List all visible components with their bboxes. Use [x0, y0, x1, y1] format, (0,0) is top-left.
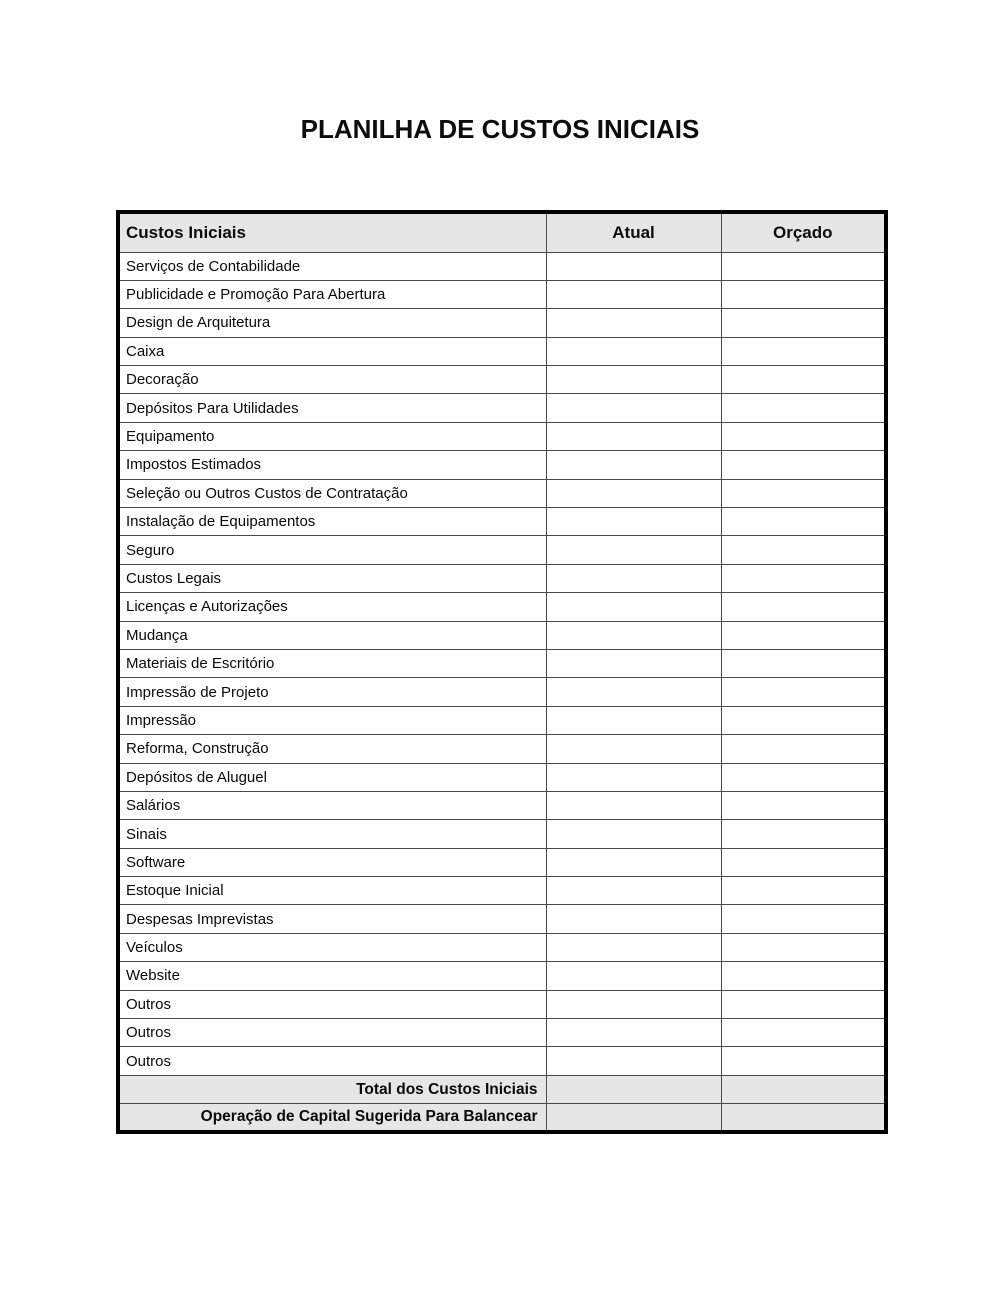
atual-cell: [546, 763, 721, 791]
orcado-cell: [721, 735, 886, 763]
table-row: [118, 366, 886, 394]
atual-cell: [546, 990, 721, 1018]
table-row: [118, 678, 886, 706]
orcado-cell: [721, 252, 886, 280]
row-label: Impressão: [118, 706, 546, 734]
atual-cell: [546, 280, 721, 308]
orcado-cell: [721, 990, 886, 1018]
atual-cell: [546, 1019, 721, 1047]
atual-cell: [546, 479, 721, 507]
atual-cell: [546, 933, 721, 961]
atual-cell: [546, 1104, 721, 1132]
atual-cell: [546, 394, 721, 422]
atual-cell: [546, 337, 721, 365]
atual-cell: [546, 451, 721, 479]
row-label: Instalação de Equipamentos: [118, 508, 546, 536]
table-row: [118, 422, 886, 450]
table-header-row: [118, 212, 886, 252]
row-label: Equipamento: [118, 422, 546, 450]
orcado-cell: [721, 763, 886, 791]
atual-cell: [546, 422, 721, 450]
row-label: Caixa: [118, 337, 546, 365]
row-label: Impressão de Projeto: [118, 678, 546, 706]
table-row: [118, 877, 886, 905]
column-header-orcado: Orçado: [721, 212, 886, 252]
table-row: [118, 252, 886, 280]
orcado-cell: [721, 337, 886, 365]
row-label: Depósitos Para Utilidades: [118, 394, 546, 422]
table-footer-row: [118, 1104, 886, 1132]
table-row: [118, 508, 886, 536]
row-label: Veículos: [118, 933, 546, 961]
table-row: [118, 394, 886, 422]
table-row: [118, 593, 886, 621]
orcado-cell: [721, 593, 886, 621]
row-label: Outros: [118, 990, 546, 1018]
atual-cell: [546, 735, 721, 763]
row-label: Sinais: [118, 820, 546, 848]
row-label: Serviços de Contabilidade: [118, 252, 546, 280]
orcado-cell: [721, 564, 886, 592]
row-label: Outros: [118, 1019, 546, 1047]
table-row: [118, 1047, 886, 1075]
orcado-cell: [721, 479, 886, 507]
table-row: [118, 1019, 886, 1047]
footer-row-label: Operação de Capital Sugerida Para Balancear: [118, 1104, 546, 1132]
column-header-atual: Atual: [546, 212, 721, 252]
column-header-custos-iniciais: Custos Iniciais: [118, 212, 546, 252]
orcado-cell: [721, 1019, 886, 1047]
table-row: [118, 763, 886, 791]
table-row: [118, 621, 886, 649]
orcado-cell: [721, 280, 886, 308]
atual-cell: [546, 706, 721, 734]
orcado-cell: [721, 649, 886, 677]
atual-cell: [546, 309, 721, 337]
row-label: Seleção ou Outros Custos de Contratação: [118, 479, 546, 507]
orcado-cell: [721, 820, 886, 848]
row-label: Licenças e Autorizações: [118, 593, 546, 621]
row-label: Mudança: [118, 621, 546, 649]
atual-cell: [546, 593, 721, 621]
table-row: [118, 933, 886, 961]
orcado-cell: [721, 1104, 886, 1132]
atual-cell: [546, 820, 721, 848]
table-row: [118, 337, 886, 365]
orcado-cell: [721, 422, 886, 450]
row-label: Seguro: [118, 536, 546, 564]
orcado-cell: [721, 905, 886, 933]
row-label: Despesas Imprevistas: [118, 905, 546, 933]
row-label: Salários: [118, 791, 546, 819]
row-label: Custos Legais: [118, 564, 546, 592]
orcado-cell: [721, 877, 886, 905]
orcado-cell: [721, 1075, 886, 1103]
table-row: [118, 479, 886, 507]
table-row: [118, 820, 886, 848]
orcado-cell: [721, 508, 886, 536]
startup-costs-table: [116, 210, 888, 1134]
atual-cell: [546, 621, 721, 649]
atual-cell: [546, 962, 721, 990]
row-label: Website: [118, 962, 546, 990]
table-row: [118, 649, 886, 677]
row-label: Outros: [118, 1047, 546, 1075]
row-label: Impostos Estimados: [118, 451, 546, 479]
atual-cell: [546, 1047, 721, 1075]
atual-cell: [546, 536, 721, 564]
row-label: Publicidade e Promoção Para Abertura: [118, 280, 546, 308]
atual-cell: [546, 366, 721, 394]
row-label: Software: [118, 848, 546, 876]
table-row: [118, 905, 886, 933]
orcado-cell: [721, 706, 886, 734]
table-row: [118, 791, 886, 819]
table-row: [118, 848, 886, 876]
atual-cell: [546, 678, 721, 706]
atual-cell: [546, 848, 721, 876]
atual-cell: [546, 791, 721, 819]
orcado-cell: [721, 962, 886, 990]
page-title: PLANILHA DE CUSTOS INICIAIS: [300, 114, 700, 144]
atual-cell: [546, 564, 721, 592]
table-row: [118, 280, 886, 308]
row-label: Materiais de Escritório: [118, 649, 546, 677]
orcado-cell: [721, 394, 886, 422]
atual-cell: [546, 649, 721, 677]
row-label: Depósitos de Aluguel: [118, 763, 546, 791]
row-label: Reforma, Construção: [118, 735, 546, 763]
table-row: [118, 990, 886, 1018]
orcado-cell: [721, 933, 886, 961]
table-row: [118, 962, 886, 990]
table-row: [118, 706, 886, 734]
row-label: Estoque Inicial: [118, 877, 546, 905]
row-label: Design de Arquitetura: [118, 309, 546, 337]
row-label: Decoração: [118, 366, 546, 394]
atual-cell: [546, 508, 721, 536]
orcado-cell: [721, 621, 886, 649]
atual-cell: [546, 1075, 721, 1103]
orcado-cell: [721, 791, 886, 819]
orcado-cell: [721, 536, 886, 564]
table-row: [118, 735, 886, 763]
orcado-cell: [721, 366, 886, 394]
table-row: [118, 309, 886, 337]
orcado-cell: [721, 309, 886, 337]
orcado-cell: [721, 451, 886, 479]
orcado-cell: [721, 848, 886, 876]
footer-row-label: Total dos Custos Iniciais: [118, 1075, 546, 1103]
orcado-cell: [721, 678, 886, 706]
orcado-cell: [721, 1047, 886, 1075]
atual-cell: [546, 252, 721, 280]
table-row: [118, 564, 886, 592]
table-footer-row: [118, 1075, 886, 1103]
atual-cell: [546, 877, 721, 905]
table-row: [118, 451, 886, 479]
table-row: [118, 536, 886, 564]
atual-cell: [546, 905, 721, 933]
